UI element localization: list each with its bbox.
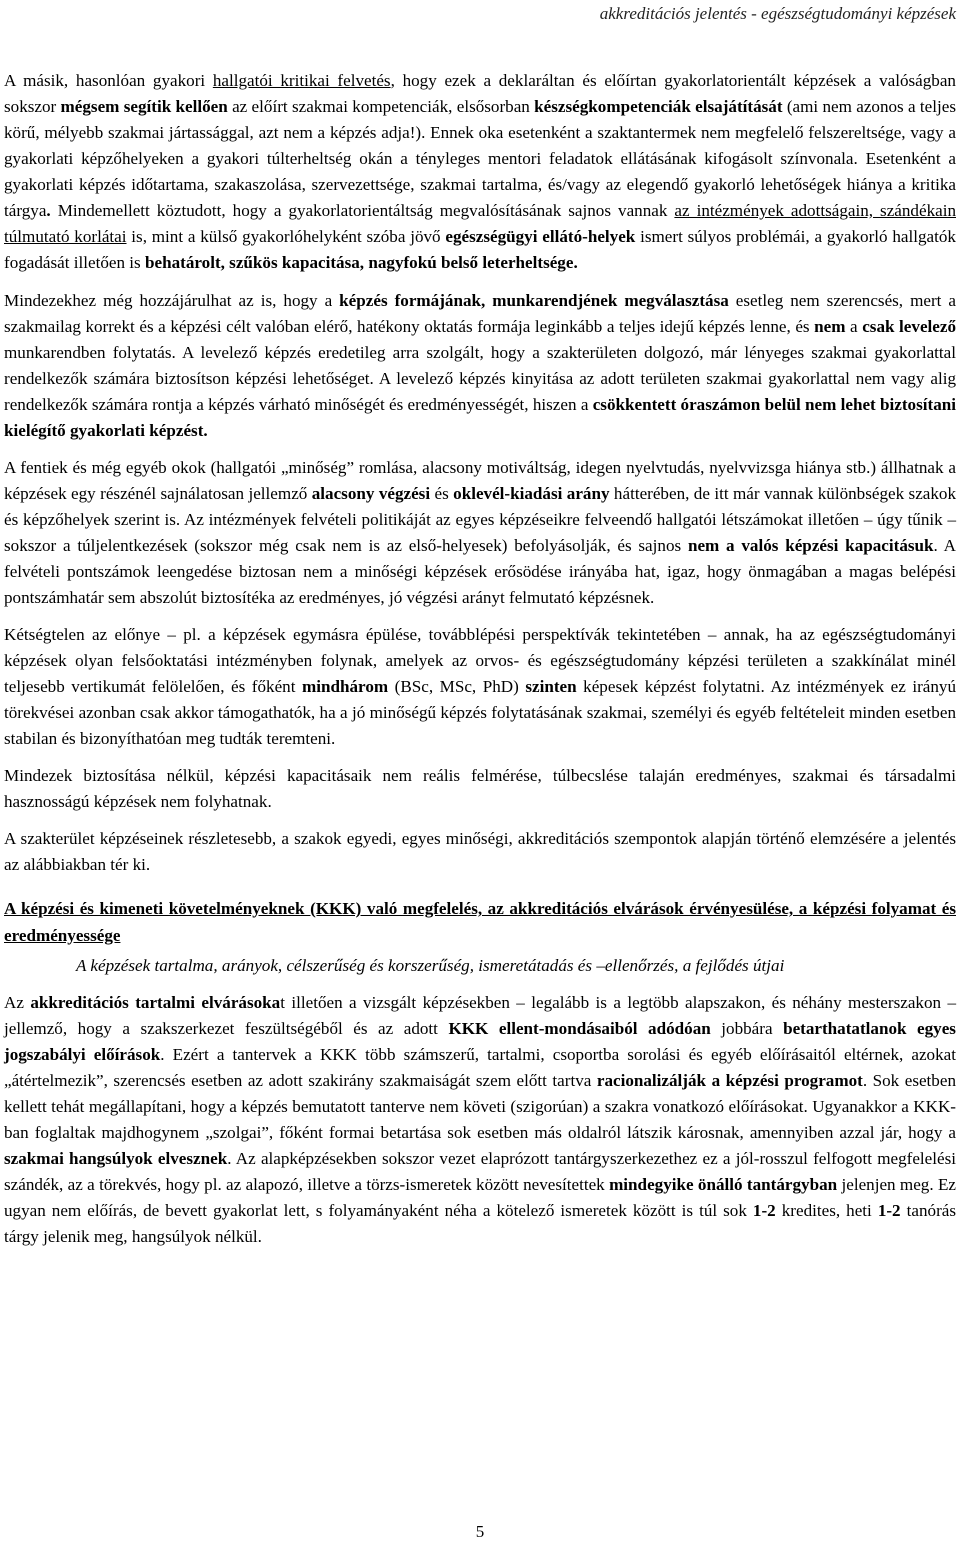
running-header: akkreditációs jelentés - egészségtudományi képzések [599,4,956,23]
paragraph-7: Az akkreditációs tartalmi elvárásokat illetően a vizsgált képzésekben – legalább is a legtöbb alapszakon, és néhány mesterszakon – jellemző, hogy a szakszerkezet feszültségéből és az adott KKK ellent-mondásaiból adódóan jobbára betarthatatlanok egyes jogszabályi előírások. Ezért a tantervek a KKK több számszerű, tartalmi, csoportba sorolási és egyéb előírásaitól eltérnek, azokat „átértelmezik”, szerencsés esetben az adott szakirány szakmaiságát szem előtt tartva racionalizálják a képzési programot. Sok esetben kellett tehát megállapítani, hogy a képzés bemutatott tanterve nem követi (szigorúan) a szakra vonatkozó előírásokat. Ugyanakkor a KKK-ban foglaltak majdhogynem „szolgai”, főként formai betartása sok esetben más oldalról látszik károsnak, amennyiben azzal jár, hogy a szakmai hangsúlyok elvesznek. Az alapképzésekben sokszor vezet elaprózott tantárgyszerkezethez ez a jól-rosszul felfogott megfelelési szándék, az a törekvés, hogy pl. az alapozó, illetve a törzs-ismeretek között nevesítettek mindegyike önálló tantárgyban jelenjen meg. Ez ugyan nem előírás, de bevett gyakorlat lett, s folyamányaként néha a kötelező ismeretek között is túl sok 1-2 kredites, heti 1-2 tanórás tárgy jelenik meg, hangsúlyok nélkül. [4,993,956,1246]
emphasis: készségkompetenciák elsajátítását [534,97,783,116]
emphasis: képzés formájának, munkarendjének megválasztása [339,291,729,310]
paragraph-1: A másik, hasonlóan gyakori hallgatói kritikai felvetés, hogy ezek a deklaráltan és előírtan gyakorlatorientált képzések a valóságban sokszor mégsem segítik kellően az előírt szakmai kompetenciák, elsősorban készségkompetenciák elsajátítását (ami nem azonos a teljes körű, mélyebb szakmai jártassággal, azt nem a képzés adja!). Ennek oka esetenként a szaktantermek nem megfelelő felszereltsége, vagy a gyakorlati képzőhelyeken a gyakori túlterheltség okán a tényleges mentori feladatok ellátásának kifogásolt színvonala. Esetenként a gyakorlati képzés időtartama, szakaszolása, szervezettsége, szakmai tartalma, és/vagy az elegendő gyakorló lehetőségek hiánya a kritika tárgya. Mindemellett köztudott, hogy a gyakorlatorientáltság megvalósításának sajnos vannak az intézmények adottságain, szándékain túlmutató korlátai is, mint a külső gyakorlóhelyként szóba jövő egészségügyi ellátó-helyek ismert súlyos problémái, a gyakorló hallgatók fogadását illetően is behatárolt, szűkös kapacitása, nagyfokú belső leterheltsége. [4,71,956,272]
emphasis: csökkentett óraszámon belül nem lehet biztosítani kielégítő gyakorlati képzést. [4,395,956,440]
paragraph-5: Mindezek biztosítása nélkül, képzési kapacitásaik nem reális felmérése, túlbecslése talaján eredményes, szakmai és társadalmi hasznosságú képzések nem folyhatnak. [4,766,956,811]
emphasis: mégsem segítik kellően [60,97,228,116]
underlined-phrase: hallgatói kritikai felvetés [212,71,391,90]
emphasis: egészségügyi ellátó-helyek [445,227,636,246]
paragraph-2: Mindezekhez még hozzájárulhat az is, hogy a képzés formájának, munkarendjének megválasztása esetleg nem szerencsés, mert a szakmailag korrekt és a képzési célt valóban elérő, hatékony oktatás formája leginkább a teljes idejű képzés lenne, és nem a csak levelező munkarendben folytatás. A levelező képzés eredetileg arra szolgált, hogy a szakterületen dolgozó, már lényeges szakmai gyakorlattal rendelkezők számára biztosítson képzési lehetőséget. A levelező képzés kinyitása az adott területen szakmai gyakorlattal nem vagy alig rendelkezők számára rontja a képzés várható minőségét és eredményességét, hiszen a csökkentett óraszámon belül nem lehet biztosítani kielégítő gyakorlati képzést. [4,291,956,440]
emphasis: behatárolt, szűkös kapacitása, nagyfokú belső leterheltsége. [144,253,578,272]
page-number: 5 [475,1522,485,1541]
paragraph-4: Kétségtelen az előnye – pl. a képzések egymásra épülése, továbblépési perspektívák tekintetében – annak, ha az egészségtudományi képzések olyan felsőoktatási intézményben folynak, amelyek az orvos- és egészségtudomány képzési területen a szakkínálat minél teljesebb vertikumát felölelően, és főként mindhárom (BSc, MSc, PhD) szinten képesek képzést folytatni. Az intézmények ez irányú törekvései azonban csak akkor támogathatók, ha a jó minőségű képzés folytatásának szakmai, személyi és egyéb feltételeit minden esetben stabilan és bizonyíthatóan meg tudták teremteni. [4,625,957,748]
paragraph-6: A szakterület képzéseinek részletesebb, a szakok egyedi, egyes minőségi, akkreditációs szempontok alapján történő elemzésére a jelentés az alábbiakban tér ki. [4,829,956,874]
document-body [4,68,956,1250]
paragraph-3: A fentiek és még egyéb okok (hallgatói „minőség” romlása, alacsony motiváltság, idegen nyelvtudás, nyelvvizsga hiánya stb.) állhatnak a képzések egy részénél sajnálatosan jellemző alacsony végzési és oklevél-kiadási arány hátterében, de itt már vannak különbségek szakok és képzőhelyek szerint is. Az intézmények felvételi politikáját az egyes képzéseikre felveendő hallgatói létszámokat illetően – úgy tűnik – sokszor a túljelentkezések (sokszor még csak nem is az első-helyesek) befolyásolják, és sajnos nem a valós képzési kapacitásuk. A felvételi pontszámok leengedése biztosan nem a minőségi képzések erősödése irányába hat, igaz, hogy önmagában a magas belépési pontszámhatár sem abszolút biztosítéka az eredményes, jó végzési arányt felmutató képzésnek. [4,458,957,607]
underlined-phrase: az intézmények adottságain, szándékain túlmutató korlátai [4,201,956,246]
section-subheading: A képzések tartalma, arányok, célszerűség és korszerűség, ismeretátadás és –ellenőrzés, a fejlődés útjai [76,956,785,975]
section-heading: A képzési és kimeneti követelményeknek (KKK) való megfelelés, az akkreditációs elvárások érvényesülése, a képzési folyamat és eredményessége [4,899,956,945]
